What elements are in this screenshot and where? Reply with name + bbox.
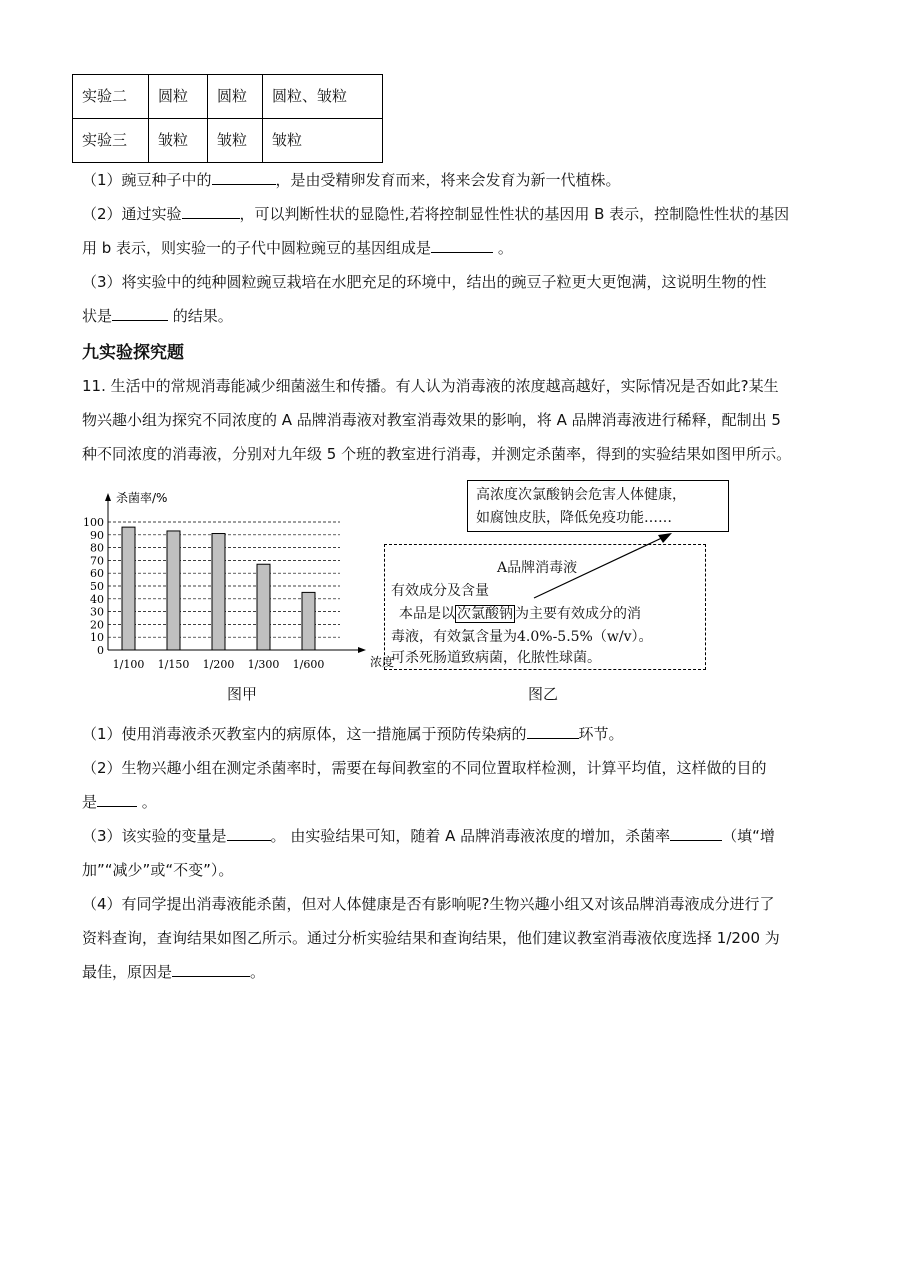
q11-text: 加”“减少”或“不变”）。 — [82, 861, 234, 879]
q10-text: 的结果。 — [168, 307, 233, 325]
y-tick-label: 50 — [90, 580, 104, 593]
q10-part2 — [82, 204, 789, 224]
info-line: 可杀死肠道致病菌，化脓性球菌。 — [391, 650, 601, 666]
x-tick-label: 1/100 — [112, 658, 145, 671]
q11-part4-cont — [82, 928, 780, 948]
table-cell: 皱粒 — [263, 119, 383, 163]
q10-text: 用 b 表示，则实验一的子代中圆粒豌豆的基因组成是 — [82, 239, 432, 257]
y-tick-label: 20 — [90, 618, 104, 632]
q11-intro-line: 物兴趣小组为探究不同浓度的 A 品牌消毒液对教室消毒效果的影响，将 A 品牌消毒液进行稀释，配制出 5 — [82, 411, 781, 429]
x-tick-label: 1/300 — [247, 658, 280, 671]
q10-text: ，是由受精卵发育而来，将来会发育为新一代植株。 — [275, 171, 621, 189]
y-tick-label: 70 — [90, 554, 104, 568]
q11-text: 是 — [82, 793, 98, 811]
q11-text: 资料查询，查询结果如图乙所示。通过分析实验结果和查询结果，他们建议教室消毒液依度选择 1/200 为 — [82, 929, 780, 947]
q10-part3-cont — [82, 306, 233, 326]
table-cell: 皱粒 — [149, 119, 208, 163]
answer-blank[interactable] — [431, 238, 493, 253]
q11-part4-end — [82, 962, 265, 982]
q11-part2-cont — [82, 792, 157, 812]
q11-text: （填“增 — [722, 827, 775, 845]
y-axis-arrow — [105, 493, 111, 501]
q10-part3 — [82, 272, 767, 292]
q10-text: ，可以判断性状的显隐性,若将控制显性性状的基因用 B 表示，控制隐性性状的基因 — [239, 205, 790, 223]
x-tick-label: 1/150 — [157, 658, 190, 671]
answer-blank[interactable] — [172, 962, 250, 977]
table-cell: 圆粒 — [149, 75, 208, 119]
product-info-box — [384, 544, 706, 670]
info-line — [399, 603, 641, 623]
y-tick-label: 90 — [90, 528, 104, 542]
y-tick-label: 60 — [90, 567, 104, 581]
figure-a-caption: 图甲 — [227, 685, 258, 703]
y-axis-label: 杀菌率/% — [116, 491, 168, 505]
answer-blank[interactable] — [227, 826, 271, 841]
info-line: 有效成分及含量 — [391, 583, 489, 599]
q11-part2 — [82, 758, 767, 778]
x-tick-label: 1/600 — [292, 658, 325, 671]
table-cell: 实验三 — [73, 119, 149, 163]
info-text: 为主要有效成分的消 — [515, 606, 641, 622]
table-cell: 皱粒 — [208, 119, 263, 163]
answer-blank[interactable] — [97, 792, 137, 807]
q11-text: 环节。 — [578, 725, 624, 743]
q11-text: （1）使用消毒液杀灭教室内的病原体，这一措施属于预防传染病的 — [82, 725, 527, 743]
warning-line: 如腐蚀皮肤，降低免疫功能…… — [476, 510, 672, 526]
q11-text: 。 — [137, 793, 157, 811]
y-tick-label: 10 — [90, 631, 104, 645]
answer-blank[interactable] — [670, 826, 722, 841]
bar — [122, 527, 135, 650]
warning-line: 高浓度次氯酸钠会危害人体健康， — [476, 487, 686, 503]
q10-text: 。 — [493, 239, 513, 257]
results-table — [72, 74, 383, 163]
table-cell: 圆粒 — [208, 75, 263, 119]
bar — [167, 531, 180, 650]
product-title: A品牌消毒液 — [497, 560, 578, 576]
q10-text: 状是 — [82, 307, 113, 325]
q10-part1 — [82, 170, 621, 190]
q10-text: （2）通过实验 — [82, 205, 182, 223]
info-text: 本品是以 — [399, 606, 455, 622]
bar — [212, 534, 225, 650]
y-tick-label: 30 — [90, 605, 104, 619]
x-tick-label: 1/200 — [202, 658, 235, 671]
highlighted-ingredient: 次氯酸钠 — [457, 606, 513, 622]
y-tick-label: 100 — [83, 516, 104, 529]
answer-blank[interactable] — [182, 204, 240, 219]
q11-part4 — [82, 894, 775, 914]
table-row — [73, 75, 383, 119]
q11-text: 。 由实验结果可知，随着 A 品牌消毒液浓度的增加，杀菌率 — [270, 827, 671, 845]
q11-part1 — [82, 724, 624, 744]
bar — [302, 592, 315, 650]
q11-intro-line: 种不同浓度的消毒液，分别对九年级 5 个班的教室进行消毒，并测定杀菌率，得到的实验结果如图甲所示。 — [82, 445, 792, 463]
y-tick-label: 0 — [97, 644, 104, 657]
q11-intro-line: 11. 生活中的常规消毒能减少细菌滋生和传播。有人认为消毒液的浓度越高越好，实际情况是否如此?某生 — [82, 377, 779, 395]
q11-text: 最佳，原因是 — [82, 963, 173, 981]
q11-part3-cont — [82, 860, 233, 880]
bactericidal-rate-chart — [80, 488, 395, 678]
table-cell: 实验二 — [73, 75, 149, 119]
y-tick-label: 80 — [90, 541, 104, 555]
health-warning-box — [467, 480, 729, 532]
table-row — [73, 119, 383, 163]
answer-blank[interactable] — [212, 170, 276, 185]
q10-text: （1）豌豆种子中的 — [82, 171, 212, 189]
section-title: 九实验探究题 — [82, 343, 184, 363]
x-axis-label: 浓度 — [370, 655, 395, 669]
q10-text: （3）将实验中的纯种圆粒豌豆栽培在水肥充足的环境中，结出的豌豆子粒更大更饱满，这说明生物的性 — [82, 273, 767, 291]
q10-part2-cont — [82, 238, 513, 258]
q11-text: （3）该实验的变量是 — [82, 827, 227, 845]
figure-b-caption: 图乙 — [528, 685, 559, 703]
answer-blank[interactable] — [527, 724, 579, 739]
answer-blank[interactable] — [112, 306, 168, 321]
table-cell: 圆粒、皱粒 — [263, 75, 383, 119]
bar — [257, 564, 270, 650]
q11-part3 — [82, 826, 775, 846]
q11-text: （4）有同学提出消毒液能杀菌，但对人体健康是否有影响呢?生物兴趣小组又对该品牌消毒液成分进行了 — [82, 895, 775, 913]
x-axis-arrow — [358, 647, 366, 653]
info-line: 毒液，有效氯含量为4.0%-5.5%（w/v）。 — [391, 629, 653, 645]
q11-text: （2）生物兴趣小组在测定杀菌率时，需要在每间教室的不同位置取样检测，计算平均值，这样做的目的 — [82, 759, 767, 777]
q11-text: 。 — [250, 963, 266, 981]
y-tick-label: 40 — [90, 592, 104, 606]
